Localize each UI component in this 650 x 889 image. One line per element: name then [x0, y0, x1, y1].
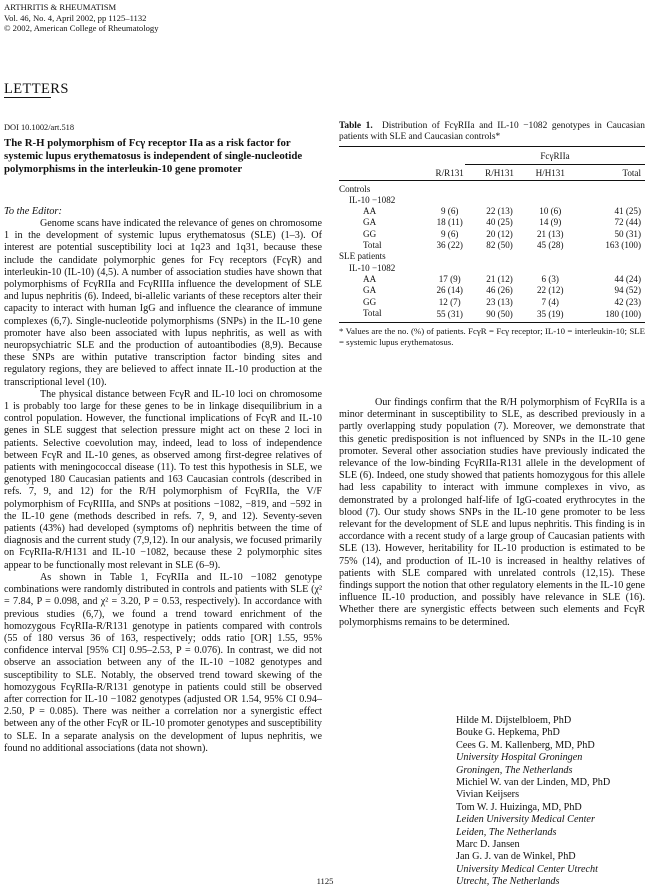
affiliation-line: Leiden University Medical Center	[456, 814, 595, 826]
table-1	[339, 121, 645, 347]
table-row: Total 36 (22) 82 (50) 45 (28) 163 (100)	[363, 240, 641, 251]
col-header: R/H131	[485, 168, 514, 179]
group-label: SLE patients	[339, 251, 386, 262]
subgroup-label: IL-10 −1082	[349, 194, 396, 205]
table-caption	[339, 121, 645, 143]
table-row: GG 12 (7) 23 (13) 7 (4) 42 (23)	[363, 296, 641, 307]
signature-line: Michiel W. van der Linden, MD, PhD	[456, 777, 611, 789]
signature-line: Cees G. M. Kallenberg, MD, PhD	[456, 739, 595, 751]
affiliation-line: Leiden, The Netherlands	[456, 826, 557, 838]
table-row: Total 55 (31) 90 (50) 35 (19) 180 (100)	[339, 308, 645, 323]
affiliation-line: Groningen, The Netherlands	[456, 764, 573, 776]
page-number: 1125	[316, 876, 334, 886]
left-column	[4, 218, 322, 755]
table-label: Table 1.	[339, 121, 373, 131]
col-header: Total	[622, 168, 641, 179]
paragraph: Our findings confirm that the R/H polymorphism of FcγRIIa is a minor determinant in susceptibility to SLE, as described previously in a partly overlapping study population (7). Moreover, we demonstrate that this genetic predisposition is not influenced by SNPs in the IL-10 gene promoter. Several other association studies have previously indicated the relevance of the low-binding FcγRIIa-R131 allele in the development of SLE (6). Indeed, one study showed that patients homozygous for this allele had less capability to interact with immune complexes in vivo, as demonstrated by a prolonged half-life of IgG-coated erythrocytes in the blood (7). Our study shows SNPs in the IL-10 gene promoter to be less relevant for the development of SLE and lupus nephritis. This finding is in accordance with a recent study of a large group of Caucasian patients with SLE (13). However, heritability for IL-10 production is estimated to be 75% (14), and production of IL-10 is increased in healthy relatives of patients with SLE compared with unrelated controls (12,15). These findings support the notion that other regulatory elements in the IL-10 gene influence IL-10 production, and possibly have relevance in SLE (16). Whether there are synergistic effects between such elements and FcγR polymorphisms remains to be determined.	[339, 397, 645, 628]
table-row: GA 26 (14) 46 (26) 22 (12) 94 (52)	[363, 285, 641, 296]
signature-line: Bouke G. Hepkema, PhD	[456, 727, 560, 739]
table-row: AA 17 (9) 21 (12) 6 (3) 44 (24)	[363, 273, 641, 284]
affiliation-line: Utrecht, The Netherlands	[456, 876, 560, 888]
paragraph: Genome scans have indicated the relevance of genes on chromosome 1 in the development of systemic lupus erythematosus (SLE) (1–3). Of interest are potential susceptibility loci at 1q23 and 1q31, because these include the candidate polymorphic genes for Fcγ receptors (FcγR) and interleukin-10 (IL-10) (4,5). A number of association studies have shown that polymorphisms of FcγRIIa and FcγRIIIa influence the development of SLE and lupus nephritis (6). Indeed, bi-allelic variants of these receptors alter their capacity to interact with human IgG and influence the clearance of immune complexes (6,7). Single-nucleotide polymorphisms (SNPs) in the IL-10 gene promoter have also been associated with lupus nephritis, as well as with neuropsychiatric SLE and the production of autoantibodies (8,9). Because these SNPs are within putative transcription factor binding sites and regulatory regions, they are believed to affect innate IL-10 production at the transcriptional level (10).	[4, 218, 322, 388]
doi: DOI 10.1002/art.518	[4, 123, 75, 132]
paragraph: As shown in Table 1, FcγRIIa and IL-10 −1082 genotype combinations were randomly distributed in controls and patients with SLE (χ² = 7.84, P = 0.098, and χ² = 3.20, P = 0.53, respectively). In accordance with previous studies (6,7), we found a trend toward enrichment of the homozygous FcγRIIa-R/R131 genotype in patients compared with controls (55 of 180 versus 36 of 163, respectively; odds ratio [OR] 1.55, 95% confidence interval [95% CI] 0.95–2.53, P = 0.076). In contrast, we did not observe an association between any of the IL-10 −1082 genotypes and susceptibility to SLE. Notably, the observed trend toward skewing of the homozygous FcγRIIa-R/R131 genotype in patients could still be observed after correction for IL-10 −1082 genotypes (adjusted OR 1.54, 95% CI 0.94–2.50, P = 0.085). There was neither a correlation nor a synergistic effect between any of the other FcγR or IL-10 promoter genotypes and susceptibility to SLE. In a separate analysis on the development of lupus nephritis, we found no additional associations (data not shown).	[4, 571, 322, 754]
journal-header	[4, 2, 159, 34]
table-caption-text: Distribution of FcγRIIa and IL-10 −1082 genotypes in Caucasian patients with SLE and Caucasian controls*	[339, 121, 645, 142]
affiliation-line: University Medical Center Utrecht	[456, 863, 598, 875]
subgroup-label: IL-10 −1082	[349, 262, 396, 273]
genotype-table	[339, 146, 645, 323]
table-row: GG 9 (6) 20 (12) 21 (13) 50 (31)	[363, 228, 641, 239]
table-row: GA 18 (11) 40 (25) 14 (9) 72 (44)	[363, 217, 641, 228]
signature-line: Vivian Keijsers	[456, 789, 520, 801]
signature-line: Hilde M. Dijstelbloem, PhD	[456, 715, 572, 726]
affiliation-line: University Hospital Groningen	[456, 752, 583, 764]
journal-name: ARTHRITIS & RHEUMATISM	[4, 2, 117, 12]
paragraph: The physical distance between FcγR and IL-10 loci on chromosome 1 is probably too large for these genes to be in linkage disequilibrium in a control population. However, the functional implications of FcγR and IL-10 genes in SLE suggest that selection pressure might act on these 2 loci in patients. Selective coevolution may, indeed, lead to loss of independence between FcγR and IL-10 genes, as observed among first-degree relatives of patients with meningococcal disease (11). To test this hypothesis in SLE, we genotyped 180 Caucasian patients and 163 Caucasian controls (described in refs. 7, 9, and 12) for the R/H polymorphism of FcγRIIa, the V/F polymorphism of FcγRIIIa, and SNPs at positions −1082, −819, and −592 in the IL-10 gene (methods described in refs. 7, 9, and 12). Seventy-seven patients (43%) had developed (symptoms of) nephritis between the time of diagnosis and the current study (7,9,12). In our analysis, we focused primarily on FcγRIIa-R/H131 and IL-10 −1082, because these 2 polymorphic sites appear to be functionally most relevant in SLE (6–9).	[4, 388, 322, 571]
col-header: R/R131	[435, 168, 464, 179]
table-row: AA 9 (6) 22 (13) 10 (6) 41 (25)	[363, 206, 641, 217]
right-column	[339, 397, 645, 629]
signature-line: Tom W. J. Huizinga, MD, PhD	[456, 801, 582, 813]
section-title: LETTERS	[4, 81, 69, 97]
signature-line: Marc D. Jansen	[456, 839, 520, 851]
table-footnote: * Values are the no. (%) of patients. FcγR = Fcγ receptor; IL-10 = interleukin-10; SLE = systemic lupus erythematosus.	[339, 326, 645, 347]
journal-issue: Vol. 46, No. 4, April 2002, pp 1125–1132	[4, 12, 147, 23]
journal-copyright: © 2002, American College of Rheumatology	[4, 23, 159, 34]
col-header: H/H131	[535, 168, 565, 179]
letter-title: The R-H polymorphism of Fcγ receptor IIa as a risk factor for systemic lupus erythematosus is independent of single-nucleotide polymorphisms in the interleukin-10 gene promoter	[4, 137, 303, 175]
group-label: Controls	[339, 183, 371, 194]
group-header: FcγRIIa	[540, 151, 570, 161]
salutation: To the Editor:	[4, 206, 62, 217]
signature-block	[456, 715, 610, 889]
signature-line: Jan G. J. van de Winkel, PhD	[456, 851, 576, 863]
